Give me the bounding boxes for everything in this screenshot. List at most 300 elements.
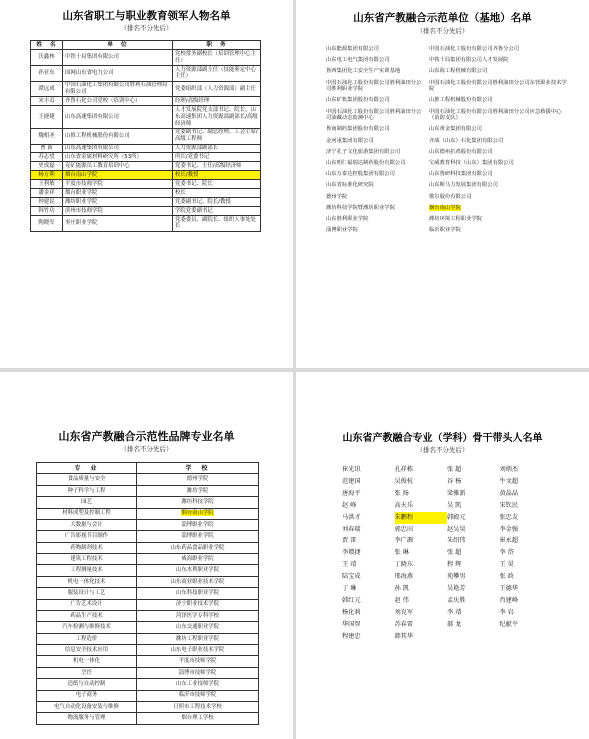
page-subtitle: （排名不分先后）	[416, 27, 469, 35]
person-name: 郭忠田	[394, 525, 414, 533]
unit-text: 山东胜利职业学院	[326, 216, 369, 223]
person-name: 崔永超	[499, 537, 519, 545]
unit-left	[326, 182, 429, 189]
cell-major	[37, 622, 137, 633]
unit-text: 中铁十局集团有限公司人才发展院	[429, 57, 509, 64]
unit-text: 淄博职业学院	[326, 227, 358, 234]
list-item	[326, 126, 571, 133]
person-name: 孙 凯	[394, 585, 409, 593]
table-row	[37, 610, 259, 621]
person-name: 韩红元	[342, 596, 361, 604]
unit-text: 中国石油化工股份有限公司胜利油田分公司油藏动态监测中心	[326, 108, 422, 122]
unit-text: 中国石油化工股份有限公司齐鲁分公司	[429, 46, 520, 52]
person-name: 邢海燕	[394, 573, 414, 581]
major-text: 园艺	[81, 499, 92, 506]
cell-role: 人力资源部副主任（技能鉴定中心主任）	[173, 66, 261, 82]
school-text: 潍坊学院	[186, 487, 209, 494]
table-row	[37, 622, 259, 633]
school-text: 山东工业技师学院	[175, 681, 220, 688]
unit-left	[326, 149, 429, 156]
cell-role: 党委副书记、院长/教授	[173, 198, 261, 207]
unit-text: 山东万泰达控股集团有限公司	[326, 171, 395, 178]
table-row	[31, 128, 261, 144]
cell-name: 潘金祥	[31, 189, 63, 198]
cell-school	[137, 542, 259, 553]
major-text: 食品质量与安全	[67, 476, 106, 483]
cell-major	[37, 474, 137, 485]
person-name: 韩其华	[394, 632, 414, 640]
cell-role: 校长	[173, 189, 261, 198]
page-lead-teachers-list	[296, 372, 589, 739]
cell-school	[137, 531, 259, 542]
person-name: 王德华	[499, 585, 519, 593]
major-text: 大数据与会计	[70, 521, 103, 528]
unit-right	[429, 149, 571, 156]
list-item	[326, 160, 571, 167]
school-text: 平度市技师学院	[178, 658, 217, 665]
cell-major	[37, 531, 137, 542]
table-row	[31, 153, 261, 162]
school-text: 山东药品食品职业学院	[170, 544, 225, 551]
cell-school	[137, 645, 259, 656]
cell-school	[137, 497, 259, 508]
person-name: 孟庆胜	[447, 596, 466, 604]
unit-left	[326, 160, 429, 167]
cell-name: 沃鑫林	[31, 50, 63, 66]
cell-unit: 滨州市技师学院	[63, 207, 173, 216]
table-row	[37, 497, 259, 508]
school-text: 烟台理工学校	[181, 715, 214, 722]
person-name: 纪献平	[499, 620, 519, 628]
cell-major	[37, 508, 137, 519]
unit-left	[326, 138, 429, 145]
cell-role: 党委书记、主任/高级经济师	[173, 162, 261, 171]
unit-left	[326, 205, 429, 212]
table-header-row	[31, 41, 261, 50]
cell-name: 王利敏	[31, 180, 63, 189]
person-name: 丁晓东	[394, 561, 414, 569]
cell-major	[37, 485, 137, 496]
cell-major	[37, 667, 137, 678]
table-row	[37, 542, 259, 553]
person-name: 张 扬	[394, 489, 409, 497]
cell-role: 党委书记、院长	[173, 180, 261, 189]
person-name: 高天乐	[394, 501, 414, 509]
cell-major	[37, 565, 137, 576]
table-row	[37, 713, 259, 724]
page-title: 山东省产教融合专业（学科）骨干带头人名单	[342, 433, 543, 444]
unit-right	[429, 182, 571, 189]
cell-name: 苏志望	[31, 153, 63, 162]
person-name: 张 政	[499, 573, 514, 581]
page-title: 山东省产教融合示范单位（基地）名单	[353, 12, 532, 24]
page-demo-units-list	[296, 0, 589, 368]
cell-major	[37, 588, 137, 599]
major-text: 工程测量技术	[70, 567, 103, 574]
cell-major	[37, 645, 137, 656]
unit-text: 齐成（山东）石化集团有限公司	[429, 137, 504, 144]
cell-unit: 山东高速集团有限公司	[63, 106, 173, 128]
cell-school	[137, 508, 259, 519]
person-name: 杨化莉	[342, 608, 361, 616]
page-subtitle: （排名不分先后）	[120, 445, 173, 453]
person-name: 孔祥栋	[394, 466, 414, 473]
table-row	[31, 81, 261, 97]
cell-name: 宋丰贞	[31, 97, 63, 106]
major-text: 电气自动化设备安装与维修	[54, 703, 119, 710]
table-row	[37, 599, 259, 610]
major-text: 信息安全技术应用	[64, 646, 109, 653]
list-item	[326, 138, 571, 145]
cell-school	[137, 713, 259, 724]
cell-school	[137, 656, 259, 667]
cell-unit: 中铁十局集团有限公司	[63, 50, 173, 66]
unit-right	[429, 227, 571, 234]
list-item	[326, 80, 571, 93]
table-row	[31, 216, 261, 232]
unit-right	[429, 46, 571, 53]
cell-role: 党校常务副校长（培训管理中心主任）	[173, 50, 261, 66]
person-name	[500, 631, 553, 643]
person-name: 丁 琳	[342, 585, 357, 593]
unit-text: 山东电工电气集团有限公司	[326, 57, 390, 64]
list-item	[326, 57, 571, 64]
person-name: 韩殿元	[447, 513, 466, 521]
person-name: 赵吴昊	[447, 525, 466, 533]
school-text: 淄博市技师学院	[178, 669, 217, 676]
unit-text: 山东省标准化研究院	[326, 182, 374, 189]
header-unit: 单 位	[63, 41, 173, 50]
school-text: 潍坊工程职业学院	[175, 635, 220, 642]
cell-school	[137, 474, 259, 485]
unit-right	[429, 160, 571, 167]
cell-school	[137, 633, 259, 644]
cell-school	[137, 554, 259, 565]
table-row	[37, 565, 259, 576]
unit-text: 山东明仁福瑞达制药股份有限公司	[326, 160, 406, 167]
cell-major	[37, 679, 137, 690]
person-name: 刘克军	[394, 608, 414, 616]
person-name: 陆宝成	[342, 573, 361, 581]
person-name: 唐海平	[342, 489, 361, 497]
cell-name: 曹 新	[31, 144, 63, 153]
table-row	[37, 701, 259, 712]
person-name: 李 岱	[499, 549, 514, 557]
school-text: 济宁职业技术学院	[175, 601, 220, 608]
major-text: 建筑工程技术	[70, 555, 103, 562]
cell-name: 史成磊	[31, 162, 63, 171]
table-row	[37, 531, 259, 542]
major-text: 药品生产技术	[70, 612, 103, 619]
unit-text: 鲁南制药集团股份有限公司	[326, 126, 390, 133]
person-name: 朱鹏程	[395, 512, 448, 524]
cell-unit: 山推工程机械股份有限公司	[63, 128, 173, 144]
table-row	[37, 576, 259, 587]
unit-text: 中国石油化工股份有限公司胜利油田分公司东营职业技术学院	[429, 79, 567, 93]
unit-right	[429, 205, 571, 212]
cell-major	[37, 497, 137, 508]
table-row	[31, 198, 261, 207]
unit-text: 临沂职业学院	[429, 227, 461, 234]
header-major: 专 业	[37, 463, 137, 474]
unit-text: 山东斯马力发展集团有限公司	[429, 182, 498, 189]
table-row	[37, 633, 259, 644]
cell-name: 谭远成	[31, 81, 63, 97]
table-row	[37, 519, 259, 530]
cell-school	[137, 485, 259, 496]
person-name	[447, 631, 500, 643]
unit-left	[326, 227, 429, 234]
table-row	[31, 50, 261, 66]
table-row	[37, 645, 259, 656]
list-item	[326, 68, 571, 75]
table-row	[37, 508, 259, 519]
unit-text: 山东鲁研科技集团有限公司	[429, 171, 493, 178]
unit-text: 山推工程机械股份有限公司	[429, 97, 493, 104]
units-two-column-list	[326, 46, 571, 238]
person-name: 李增捷	[342, 549, 361, 557]
cell-school	[137, 667, 259, 678]
school-text: 菏泽医学专科学校	[175, 612, 220, 619]
list-item	[326, 216, 571, 223]
person-name: 肖建峰	[499, 596, 519, 604]
table-row	[37, 588, 259, 599]
cell-school	[137, 701, 259, 712]
major-text: 广告艺术设计	[70, 601, 103, 608]
table-row	[31, 66, 261, 82]
list-item	[326, 46, 571, 53]
unit-right	[429, 138, 571, 145]
major-text: 造纸与自动控制	[67, 681, 106, 688]
list-item	[326, 194, 571, 201]
person-name: 范建国	[342, 477, 361, 485]
unit-left	[326, 216, 429, 223]
list-item	[326, 205, 571, 212]
cell-major	[37, 519, 137, 530]
unit-text: 山东黄金集团有限公司	[429, 126, 482, 133]
school-text: 威海职业学院	[181, 555, 214, 562]
person-name: 苑攀男	[447, 573, 466, 581]
cell-name: 王捷捷	[31, 106, 63, 128]
unit-right	[429, 109, 571, 122]
unit-left	[326, 126, 429, 133]
person-name: 张 超	[447, 466, 462, 473]
majors-table	[36, 462, 259, 725]
unit-text: 潍坊科技学院暨潍坊职业学院	[326, 204, 395, 211]
person-name: 朱绍伟	[447, 537, 466, 545]
unit-left	[326, 109, 429, 122]
school-text: 潍坊科技学院	[181, 499, 214, 506]
list-item	[326, 171, 571, 178]
cell-name: 杨方利	[31, 171, 63, 180]
major-text: 烹饪	[81, 669, 92, 676]
major-text: 物流服务与管理	[67, 715, 106, 722]
school-text: 临沂市技师学院	[178, 692, 217, 699]
page-subtitle: （排名不分先后）	[416, 446, 469, 454]
unit-right	[429, 68, 571, 75]
person-name: 张忠友	[499, 513, 519, 521]
person-name: 李 靖	[447, 608, 462, 616]
unit-left	[326, 80, 429, 93]
header-name: 姓 名	[31, 41, 63, 50]
person-name: 马洪才	[342, 513, 361, 521]
cell-school	[137, 622, 259, 633]
cell-name: 韩竹功	[31, 207, 63, 216]
major-text: 材料成型及控制工程	[62, 510, 111, 517]
person-name: 程 辉	[447, 561, 462, 569]
school-text: 山东电子职业技术学院	[170, 646, 225, 653]
unit-left	[326, 171, 429, 178]
cell-major	[37, 542, 137, 553]
cell-major	[37, 701, 137, 712]
school-text: 山东商业职业技术学院	[170, 578, 225, 585]
unit-left	[326, 46, 429, 53]
cell-school	[137, 519, 259, 530]
cell-major	[37, 690, 137, 701]
table-row	[37, 679, 259, 690]
person-name: 梁雅新	[447, 489, 466, 497]
table-row	[37, 656, 259, 667]
page-leaders-list	[0, 0, 293, 368]
person-name: 华国智	[342, 620, 361, 628]
unit-text: 山东德州扒鸡股份有限公司	[429, 148, 493, 155]
header-school: 学 校	[137, 463, 259, 474]
cell-role: 党委副书记、副总经理、工会主席/高级工程师	[173, 128, 261, 144]
person-name: 张 超	[447, 549, 462, 557]
cell-unit: 山东省金属材料研究所（53所）	[63, 153, 173, 162]
unit-right	[429, 80, 571, 93]
cell-school	[137, 690, 259, 701]
unit-left	[326, 194, 429, 201]
person-name: 宋钦民	[499, 501, 519, 509]
person-name: 郝 龙	[447, 620, 462, 628]
cell-name: 陶晓军	[31, 216, 63, 232]
unit-text: 山东矿机集团股份有限公司	[326, 97, 390, 104]
unit-right	[429, 216, 571, 223]
major-text: 广告影视节目制作	[64, 533, 109, 540]
unit-text: 济宁孔子文化旅游集团有限公司	[326, 148, 401, 155]
table-row	[37, 690, 259, 701]
person-name: 程建忠	[342, 632, 361, 640]
cell-unit: 国网山东省电力公司	[63, 66, 173, 82]
table-row	[31, 106, 261, 128]
person-name: 王 靖	[342, 561, 357, 569]
table-row	[37, 554, 259, 565]
person-name: 李 岩	[499, 608, 514, 616]
cell-school	[137, 679, 259, 690]
cell-unit: 兖矿能源员工教育培训中心	[63, 162, 173, 171]
cell-role: 党委委员、副院长、组织人事处处长	[173, 216, 261, 232]
major-text: 服装设计与工艺	[67, 590, 106, 597]
page-brand-majors-list	[0, 372, 293, 739]
unit-text: 潍坊环境工程职业学院	[429, 216, 482, 223]
school-text: 日照市工程技术学校	[173, 703, 222, 710]
unit-text: 宝威教育科技（山东）集团有限公司	[429, 160, 514, 167]
school-text: 山东水利职业学院	[175, 567, 220, 574]
unit-left	[326, 68, 429, 75]
school-text: 烟台南山学院	[181, 510, 214, 517]
cell-school	[137, 565, 259, 576]
unit-right	[429, 194, 571, 201]
unit-text: 中国石油化工股份有限公司胜利油田分公司胜利职业学院	[326, 79, 422, 93]
cell-unit: 枣庄职业学院	[63, 216, 173, 232]
cell-role: 校长/教授	[173, 171, 261, 180]
major-text: 电子商务	[75, 692, 98, 699]
table-row	[37, 485, 259, 496]
person-name: 吴 凯	[447, 501, 462, 509]
cell-role: 人力资源部副部长	[173, 144, 261, 153]
person-name: 刘炳杰	[499, 466, 519, 473]
unit-text: 德州学院	[326, 193, 348, 200]
cell-unit: 烟台南山学院	[63, 171, 173, 180]
table-row	[31, 97, 261, 106]
cell-major	[37, 656, 137, 667]
person-name: 牛文超	[499, 477, 519, 485]
cell-name: 钟建民	[31, 198, 63, 207]
table-row	[31, 162, 261, 171]
cell-school	[137, 599, 259, 610]
cell-unit: 烟台职业学院	[63, 189, 173, 198]
unit-text: 金河重集团有限公司	[326, 137, 374, 144]
cell-unit: 山东高速集团有限公司	[63, 144, 173, 153]
cell-unit: 平度市技师学院	[63, 180, 173, 189]
unit-right	[429, 97, 571, 104]
page-title: 山东省产教融合示范性品牌专业名单	[58, 430, 235, 443]
school-text: 淄博职业学院	[181, 533, 214, 540]
school-text: 德州学院	[186, 476, 209, 483]
major-text: 汽车检测与维修技术	[62, 624, 111, 631]
cell-major	[37, 599, 137, 610]
table-row	[31, 171, 261, 180]
unit-right	[429, 171, 571, 178]
table-row	[37, 474, 259, 485]
cell-school	[137, 576, 259, 587]
cell-major	[37, 633, 137, 644]
unit-text: 山东能源集团有限公司	[326, 46, 379, 52]
unit-text: 鲁西集团化工安全生产实训基地	[326, 68, 401, 75]
person-name: 崔光讯	[342, 466, 361, 473]
person-name: 赵 峰	[342, 501, 357, 509]
cell-role: 经理/高级经理	[173, 97, 261, 106]
unit-text: 歌尔股份有限公司	[429, 193, 472, 200]
cell-major	[37, 554, 137, 565]
cell-school	[137, 610, 259, 621]
cell-school	[137, 588, 259, 599]
table-row	[31, 180, 261, 189]
cell-role: 人才发展院党支部书记、院长，山东高速集团人力资源部副部长/高级经济师	[173, 106, 261, 128]
person-name: 李广源	[394, 537, 414, 545]
list-item	[326, 182, 571, 189]
person-name: 黄晶晶	[499, 489, 519, 497]
cell-major	[37, 610, 137, 621]
cell-name: 魏相圣	[31, 128, 63, 144]
major-text: 种子科学与工程	[67, 487, 106, 494]
cell-unit: 齐鲁石化公司党校（培训中心）	[63, 97, 173, 106]
table-row	[37, 667, 259, 678]
person-name: 刘春瑞	[342, 525, 361, 533]
leaders-table	[30, 40, 261, 232]
list-item	[326, 149, 571, 156]
major-text: 机电一体化技术	[67, 578, 106, 585]
unit-right	[429, 126, 571, 133]
cell-unit: 潍坊职业学院	[63, 198, 173, 207]
person-name: 张 琳	[394, 549, 409, 557]
table-row	[31, 144, 261, 153]
school-text: 山东交通职业学院	[175, 624, 220, 631]
cell-name: 孙亚东	[31, 66, 63, 82]
school-text: 山东科技职业学院	[175, 590, 220, 597]
person-name: 赵 伟	[394, 596, 409, 604]
